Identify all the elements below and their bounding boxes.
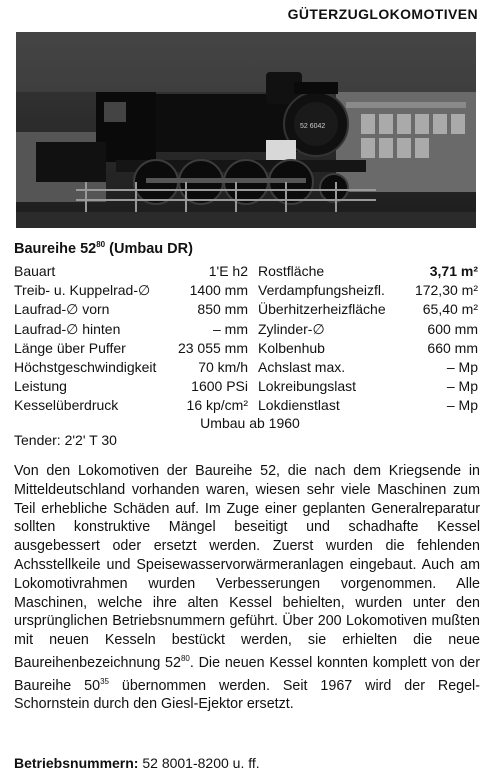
- spec-label: Leistung: [14, 378, 67, 395]
- spec-value: 600 mm: [427, 320, 478, 337]
- spec-row: [14, 358, 248, 377]
- spec-label: Rostfläche: [258, 263, 325, 279]
- description-text: Von den Lokomotiven der Baureihe 52, die nach dem Kriegsende in Mitteldeutschland vorhanden waren, wiesen sehr viele Maschinen zum Teil erhebliche Schäden auf. Im Zuge einer geplanten Generalreparatur sollten konstruktive Mängel beseitigt und schadhafte Kessel ausgebessert oder ersetzt werden. Zuerst wurden die fehlenden Achsstellkeile und Speisewasservorwärmeranlagen eingebaut. Auch am Lokomotivrahmen wurden Verbesserungen vorgenommen. Alle Maschinen, welche ihre alten Kessel behielten, wurden unter den ursprünglichen Betriebsnummern geführt. Über 200 Lokomotiven mußten mit neuen Kesseln bestückt werden, sie erhielten die neue Baureihenbezeichnung $52^{80}$. Die neuen Kessel konnten komplett von der Baureihe $50^{35}$ übernommen werden. Seit 1967 wird der Regel-Schornstein durch den Giesl-Ejektor ersetzt.: [14, 463, 480, 713]
- spec-label: Höchstgeschwindigkeit: [14, 359, 157, 376]
- locomotive-number-plate: 52 6042: [300, 123, 326, 130]
- spec-label: Lokreibungslast: [258, 378, 357, 395]
- spec-label: Zylinder-∅: [258, 320, 325, 337]
- spec-value: 65,40 m²: [422, 301, 478, 318]
- spec-row: [258, 300, 478, 319]
- locomotive-photo: [16, 32, 476, 228]
- spec-label: Achslast max.: [258, 359, 346, 376]
- spec-value: 660 mm: [427, 339, 478, 356]
- spec-row: [258, 358, 478, 377]
- spec-value: – Mp: [446, 359, 478, 376]
- spec-value: 1400 mm: [189, 282, 248, 299]
- spec-row: [14, 339, 248, 358]
- spec-label: Treib- u. Kuppelrad-∅: [14, 282, 151, 299]
- spec-value: 172,30 m²: [414, 282, 478, 299]
- spec-label: Verdampfungsheizfl.: [258, 282, 385, 299]
- spec-row: [258, 377, 478, 396]
- spec-label: Kesselüberdruck: [14, 397, 119, 414]
- spec-value: 70 km/h: [198, 359, 248, 376]
- rebuild-note: Umbau ab 1960: [200, 415, 300, 431]
- service-numbers: Betriebsnummern: 52 8001-8200 u. ff.: [14, 755, 260, 771]
- spec-label: Laufrad-∅ hinten: [14, 320, 121, 337]
- spec-table-left: [14, 262, 248, 416]
- spec-value: – Mp: [446, 397, 478, 414]
- spec-row: [258, 339, 478, 358]
- spec-row: [14, 262, 248, 281]
- spec-row: [14, 281, 248, 300]
- series-title: Baureihe $52^{80}$ (Umbau DR): [14, 240, 193, 257]
- spec-label: Länge über Puffer: [14, 339, 126, 356]
- section-title: GÜTERZUGLOKOMOTIVEN: [287, 6, 478, 22]
- spec-row: [14, 320, 248, 339]
- spec-value: 1600 PSi: [191, 378, 248, 395]
- spec-row: [258, 320, 478, 339]
- spec-value: 23 055 mm: [177, 339, 248, 356]
- spec-row: [14, 377, 248, 396]
- spec-value: 850 mm: [197, 301, 248, 318]
- spec-row: [14, 396, 248, 415]
- tender-info: Tender: 2'2' T 30: [14, 432, 117, 448]
- spec-label: Überhitzerheizfläche: [258, 301, 386, 318]
- spec-label: Kolbenhub: [258, 339, 325, 356]
- spec-row: [258, 396, 478, 415]
- spec-value: 16 kp/cm²: [186, 397, 248, 414]
- spec-row: [258, 281, 478, 300]
- spec-value: 3,71 m²: [429, 263, 478, 279]
- spec-value: – Mp: [446, 378, 478, 395]
- spec-table-right: [258, 262, 478, 416]
- spec-row: [258, 262, 478, 281]
- spec-value: 1'E h2: [208, 263, 248, 279]
- spec-label: Laufrad-∅ vorn: [14, 301, 110, 318]
- spec-row: [14, 300, 248, 319]
- spec-label: Lokdienstlast: [258, 397, 340, 414]
- spec-label: Bauart: [14, 263, 56, 279]
- spec-value: – mm: [213, 320, 248, 337]
